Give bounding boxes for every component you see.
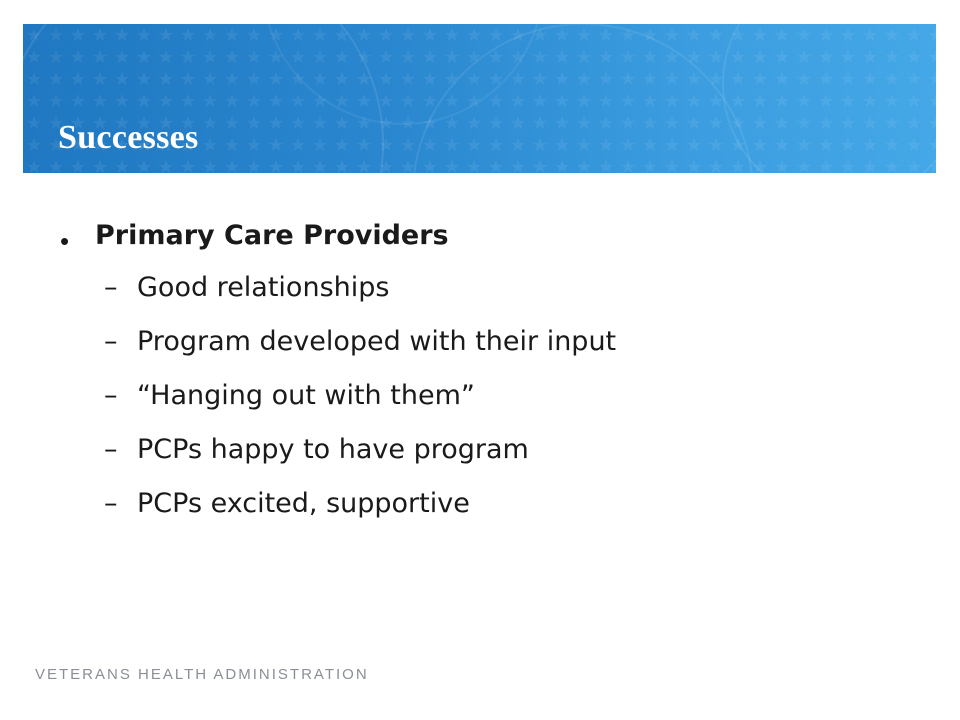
sub-item-text: Good relationships [137, 272, 390, 303]
sub-item [60, 366, 920, 420]
sub-item [60, 474, 920, 528]
sub-item-text: Program developed with their input [137, 326, 617, 357]
bullet-item [60, 212, 920, 258]
sub-item-text: PCPs happy to have program [137, 434, 529, 465]
slide-title: Successes [58, 119, 199, 156]
sub-item [60, 420, 920, 474]
sub-item [60, 312, 920, 366]
sub-item [60, 258, 920, 312]
dash-icon: – [104, 434, 118, 465]
footer-organization: VETERANS HEALTH ADMINISTRATION [35, 666, 369, 683]
content-area [60, 212, 920, 528]
bullet-dot-icon: • [60, 226, 70, 256]
dash-icon: – [104, 488, 118, 519]
dash-icon: – [104, 272, 118, 303]
sub-item-text: PCPs excited, supportive [137, 488, 470, 519]
dash-icon: – [104, 380, 118, 411]
sub-item-text: “Hanging out with them” [137, 380, 475, 411]
dash-icon: – [104, 326, 118, 357]
bullet-text: Primary Care Providers [95, 220, 449, 251]
